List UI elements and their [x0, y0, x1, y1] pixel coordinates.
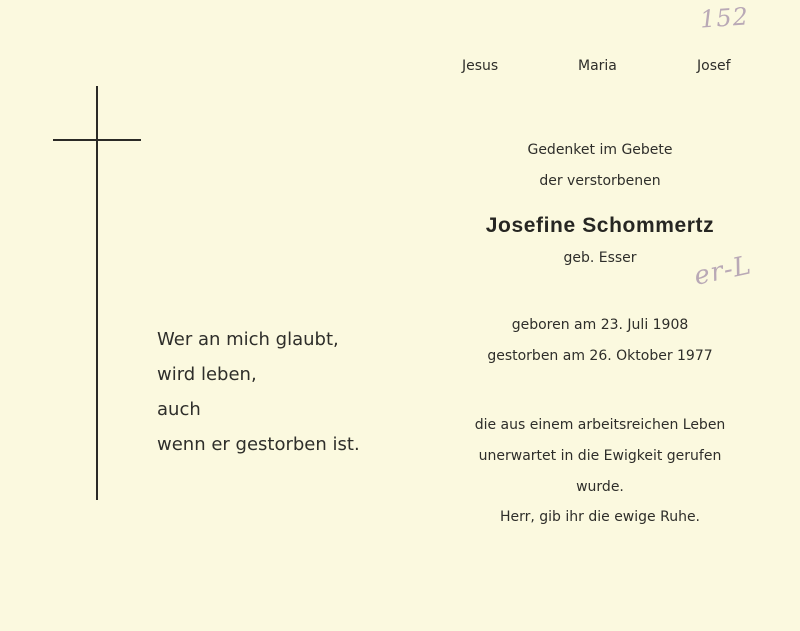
- pencil-number-mark: 152: [699, 2, 750, 34]
- birth-date: geboren am 23. Juli 1908: [511, 317, 689, 333]
- verse-line: auch: [157, 399, 201, 420]
- maiden-name: geb. Esser: [563, 250, 637, 266]
- intro-line-2: der verstorbenen: [539, 173, 661, 189]
- text-line-1: die aus einem arbeitsreichen Leben: [474, 417, 726, 433]
- header-name-maria: Maria: [578, 58, 617, 74]
- header-name-josef: Josef: [697, 58, 731, 74]
- verse-line: Wer an mich glaubt,: [157, 329, 339, 350]
- intro-line-1: Gedenket im Gebete: [527, 142, 673, 158]
- verse-line: wird leben,: [157, 364, 257, 385]
- cross-vertical-bar: [96, 86, 98, 500]
- text-line-3: wurde.: [576, 479, 624, 495]
- header-name-jesus: Jesus: [462, 58, 499, 74]
- text-line-2: unerwartet in die Ewigkeit gerufen: [478, 448, 722, 464]
- death-date: gestorben am 26. Oktober 1977: [487, 348, 713, 364]
- verse-line: wenn er gestorben ist.: [157, 434, 360, 455]
- closing-prayer: Herr, gib ihr die ewige Ruhe.: [499, 509, 701, 525]
- cross-horizontal-bar: [53, 139, 141, 141]
- deceased-name: Josefine Schommertz: [485, 214, 715, 237]
- pencil-initials-mark: er-L: [691, 250, 755, 292]
- bible-verse: [157, 322, 360, 462]
